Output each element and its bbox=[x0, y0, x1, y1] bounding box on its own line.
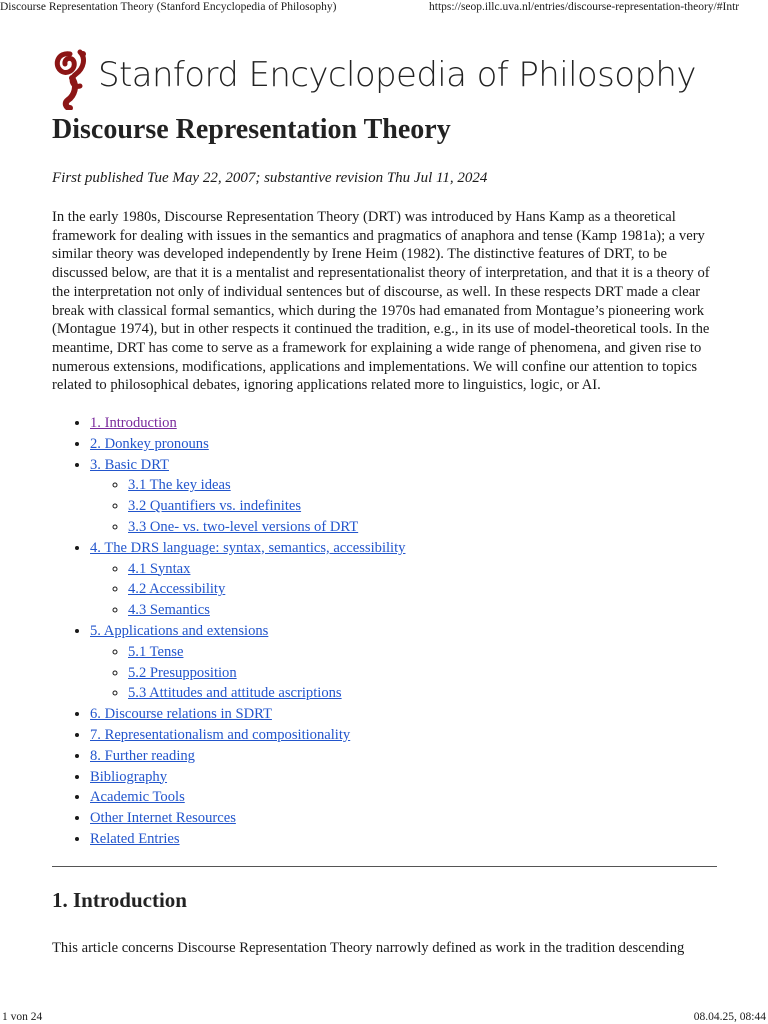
toc-link[interactable]: 5. Applications and extensions bbox=[90, 623, 269, 639]
print-header bbox=[0, 0, 768, 16]
toc-link[interactable]: 2. Donkey pronouns bbox=[90, 435, 209, 452]
print-page-title: Discourse Representation Theory (Stanford Encyclopedia of Philosophy) bbox=[0, 1, 337, 13]
toc-subitem bbox=[128, 579, 717, 600]
toc-item bbox=[90, 704, 717, 725]
publication-info: First published Tue May 22, 2007; substantive revision Thu Jul 11, 2024 bbox=[52, 170, 488, 186]
toc-subitem bbox=[128, 642, 717, 663]
print-datetime: 08.04.25, 08:44 bbox=[693, 1011, 766, 1023]
entry-content bbox=[52, 112, 717, 958]
toc-subitem bbox=[128, 517, 717, 538]
toc-link[interactable]: 7. Representationalism and compositionality bbox=[90, 726, 351, 743]
sep-logo-icon[interactable] bbox=[50, 48, 90, 110]
section-heading-introduction: 1. Introduction bbox=[52, 887, 187, 912]
site-title[interactable]: Stanford Encyclopedia of Philosophy bbox=[98, 55, 696, 95]
toc-link[interactable]: 4. The DRS language: syntax, semantics, accessibility bbox=[90, 539, 406, 556]
toc-subitem bbox=[128, 475, 717, 496]
print-page-number: 1 von 24 bbox=[2, 1011, 43, 1023]
toc-subitem bbox=[128, 600, 717, 621]
print-footer bbox=[0, 1008, 768, 1024]
toc-sublink[interactable]: 4.3 Semantics bbox=[128, 602, 210, 619]
toc-sublist bbox=[90, 642, 717, 704]
toc-sublink[interactable]: 5.3 Attitudes and attitude ascriptions bbox=[128, 685, 342, 702]
toc-sublist bbox=[90, 559, 717, 621]
toc-link[interactable]: 8. Further reading bbox=[90, 747, 195, 764]
toc-item bbox=[90, 767, 717, 788]
toc-subitem bbox=[128, 559, 717, 580]
toc-subitem bbox=[128, 496, 717, 517]
preamble: In the early 1980s, Discourse Representation Theory (DRT) was introduced by Hans Kamp as a theoretical framework for dealing with issues in the semantics and pragmatics of anaphora and tense (Kamp 1981a); a very similar theory was developed independently by Irene Heim (1982). The distinctive features of DRT, to be discussed below, are that it is a mentalist and representationalist theory of interpretation, and that it is a theory of the interpretation not only of individual sentences but of discourse, as well. In these respects DRT made a clear break with classical formal semantics, which during the 1970s had emanated from Montague’s pioneering work (Montague 1974), but in other respects it continued the tradition, e.g., in its use of model-theoretical tools. In the meantime, DRT has come to serve as a framework for explaining a wide range of phenomena, and given rise to numerous extensions, modifications, applications and implementations. We will confine our attention to topics related to philosophical debates, ignoring applications related more to linguistics, logic, or AI. bbox=[52, 209, 710, 394]
section-divider bbox=[52, 866, 717, 867]
toc-item bbox=[90, 829, 717, 850]
toc-sublink[interactable]: 3.3 One- vs. two-level versions of DRT bbox=[128, 519, 359, 536]
toc-item bbox=[90, 808, 717, 829]
toc-item bbox=[90, 455, 717, 538]
toc-item bbox=[90, 538, 717, 621]
toc-sublist bbox=[90, 475, 717, 537]
toc-sublink[interactable]: 3.2 Quantifiers vs. indefinites bbox=[128, 498, 302, 515]
introduction-text: This article concerns Discourse Representation Theory narrowly defined as work in the tradition descending bbox=[52, 939, 685, 956]
toc-link[interactable]: 6. Discourse relations in SDRT bbox=[90, 706, 272, 723]
toc-sublink[interactable]: 4.2 Accessibility bbox=[128, 581, 226, 598]
toc-link[interactable]: 3. Basic DRT bbox=[90, 456, 169, 473]
toc-link[interactable]: Other Internet Resources bbox=[90, 810, 236, 827]
table-of-contents bbox=[52, 413, 717, 850]
toc-item bbox=[90, 413, 717, 434]
toc-link[interactable]: 1. Introduction bbox=[90, 415, 177, 432]
toc-subitem bbox=[128, 683, 717, 704]
toc-item bbox=[90, 434, 717, 455]
toc-sublink[interactable]: 5.2 Presupposition bbox=[128, 664, 237, 681]
toc-link[interactable]: Academic Tools bbox=[90, 789, 185, 806]
entry-title: Discourse Representation Theory bbox=[52, 114, 451, 145]
toc-subitem bbox=[128, 663, 717, 684]
toc-link[interactable]: Related Entries bbox=[90, 830, 180, 847]
toc-sublink[interactable]: 5.1 Tense bbox=[128, 643, 184, 660]
toc-link[interactable]: Bibliography bbox=[90, 768, 168, 785]
toc-sublink[interactable]: 4.1 Syntax bbox=[128, 560, 191, 577]
toc-item bbox=[90, 787, 717, 808]
print-url: https://seop.illc.uva.nl/entries/discourse-representation-theory/#Intr bbox=[429, 1, 740, 13]
toc-sublink[interactable]: 3.1 The key ideas bbox=[128, 477, 231, 494]
toc-item bbox=[90, 725, 717, 746]
toc-item bbox=[90, 746, 717, 767]
toc-item bbox=[90, 621, 717, 704]
